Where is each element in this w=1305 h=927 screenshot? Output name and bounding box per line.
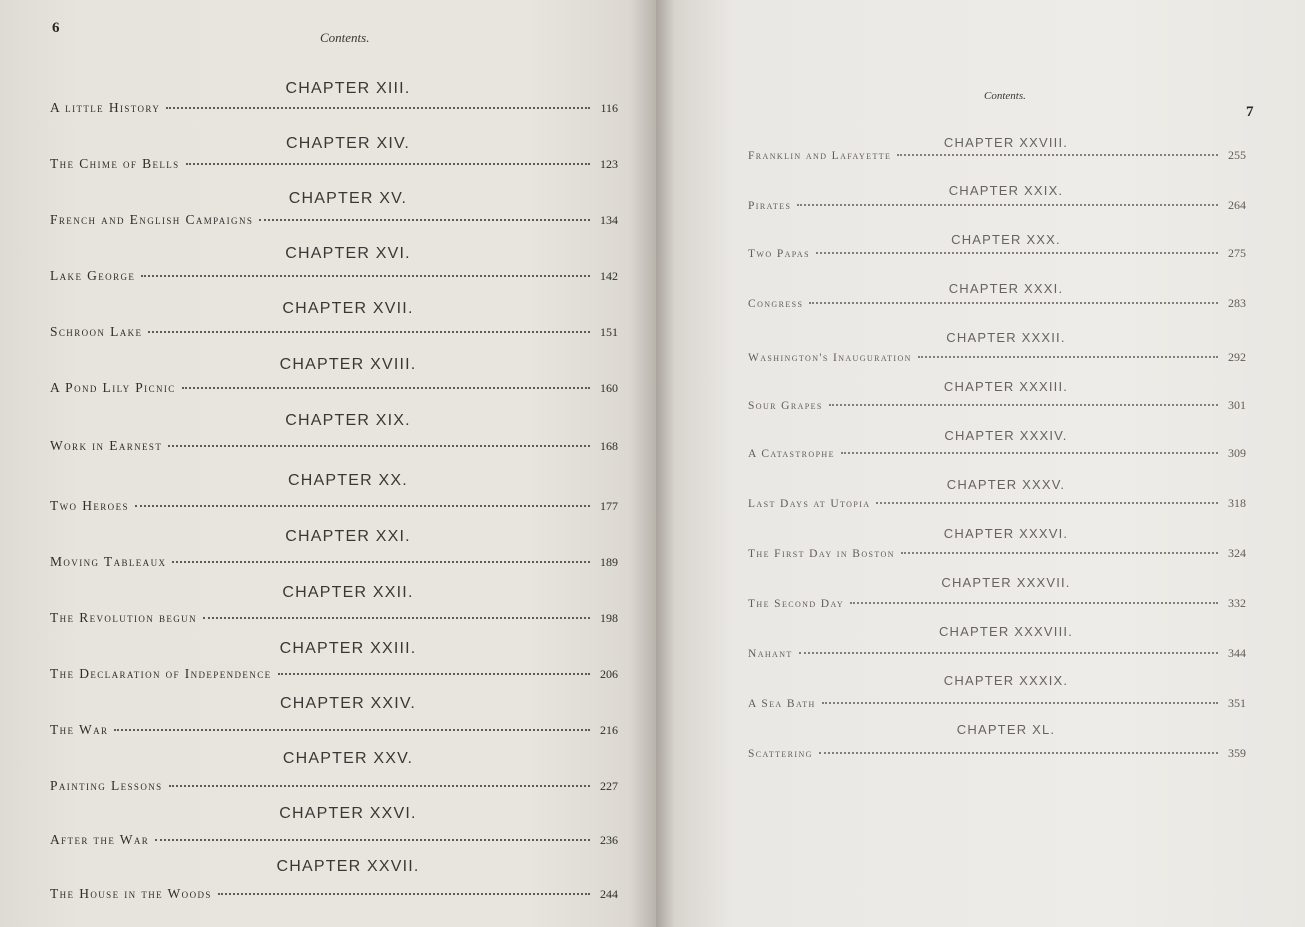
chapter-heading: CHAPTER XXIII. [279,640,417,657]
chapter-heading: CHAPTER XXIV. [280,695,416,712]
chapter-heading: CHAPTER XXVIII. [943,135,1069,150]
dot-leader [172,561,590,563]
dot-leader [155,839,590,841]
chapter-page-number: 151 [600,325,618,339]
toc-entry [748,696,1246,711]
chapter-heading: CHAPTER XVI. [285,245,411,262]
dot-leader [797,204,1218,206]
chapter-heading: CHAPTER XXVII. [276,858,420,875]
dot-leader [829,404,1218,406]
chapter-page-number: 344 [1228,646,1246,660]
toc-entry [50,554,618,570]
chapter-title: Work in Earnest [50,438,163,453]
dot-leader [841,452,1218,454]
toc-entry [748,646,1246,661]
chapter-heading: CHAPTER XXXIV. [944,428,1068,443]
dot-leader [822,702,1218,704]
chapter-heading: CHAPTER XXXII. [946,330,1066,345]
chapter-title: The Revolution begun [50,610,197,625]
chapter-title: French and English Campaigns [50,212,254,227]
toc-entry [748,596,1246,611]
running-head: Contents. [320,30,370,45]
dot-leader [135,505,590,507]
chapter-title: A Pond Lily Picnic [50,380,176,395]
chapter-title: The Declaration of Independence [50,666,272,681]
chapter-heading: CHAPTER XXXV. [946,477,1066,492]
dot-leader [278,673,590,675]
chapter-page-number: 301 [1228,398,1246,412]
running-head: Contents. [984,90,1026,102]
chapter-heading: CHAPTER XVIII. [279,356,417,373]
chapter-page-number: 264 [1228,198,1246,212]
chapter-page-number: 309 [1228,446,1246,460]
chapter-heading: CHAPTER XXV. [282,750,414,767]
toc-entry [50,722,618,738]
chapter-title: Nahant [748,648,793,660]
toc-entry [50,100,618,116]
chapter-page-number: 255 [1228,148,1246,162]
toc-entry [50,498,618,514]
chapter-title: Sour Grapes [748,400,823,412]
toc-entry [748,246,1246,261]
chapter-title: Schroon Lake [50,324,143,339]
dot-leader [218,893,590,895]
dot-leader [897,154,1218,156]
chapter-page-number: 244 [600,887,618,901]
chapter-heading: CHAPTER XXXIII. [943,379,1069,394]
toc-entry [50,886,618,902]
chapter-title: Washington's Inauguration [748,352,912,364]
chapter-heading: CHAPTER XXII. [282,584,414,601]
dot-leader [169,785,590,787]
chapter-title: The Second Day [748,598,845,610]
chapter-title: The War [50,722,109,737]
page-number: 7 [1246,104,1254,120]
chapter-heading: CHAPTER XXIX. [948,183,1064,198]
chapter-page-number: 168 [600,439,618,453]
dot-leader [114,729,590,731]
chapter-page-number: 206 [600,667,618,681]
chapter-heading: CHAPTER XXXIX. [943,673,1069,688]
dot-leader [819,752,1218,754]
chapter-page-number: 332 [1228,596,1246,610]
chapter-heading: CHAPTER XIV. [285,135,411,152]
toc-entry [50,212,618,228]
dot-leader [168,445,590,447]
toc-entry [748,446,1246,461]
toc-entry [748,198,1246,213]
chapter-heading: CHAPTER XXXVII. [941,575,1071,590]
chapter-page-number: 134 [600,213,618,227]
chapter-title: The First Day in Boston [748,548,895,560]
dot-leader [809,302,1218,304]
chapter-title: Last Days at Utopia [748,498,871,510]
dot-leader [203,617,590,619]
chapter-page-number: 216 [600,723,618,737]
chapter-title: Scattering [748,748,813,760]
chapter-title: Two Heroes [50,498,129,513]
chapter-heading: CHAPTER XXXI. [948,281,1064,296]
toc-entry [748,148,1246,163]
chapter-page-number: 123 [600,157,618,171]
chapter-title: Painting Lessons [50,778,163,793]
dot-leader [186,163,590,165]
chapter-title: Moving Tableaux [50,554,167,569]
chapter-page-number: 227 [600,779,618,793]
page-number: 6 [52,20,60,36]
chapter-heading: CHAPTER XXXVI. [943,526,1069,541]
chapter-page-number: 177 [600,499,618,513]
chapter-heading: CHAPTER XL. [956,722,1056,737]
chapter-heading: CHAPTER XV. [288,190,408,207]
toc-entry [748,496,1246,511]
toc-entry [748,350,1246,365]
toc-entry [50,268,618,284]
dot-leader [148,331,590,333]
chapter-heading: CHAPTER XIX. [285,412,411,429]
toc-entry [748,296,1246,311]
toc-entry [50,666,618,682]
chapter-heading: CHAPTER XIII. [285,80,411,97]
dot-leader [182,387,590,389]
chapter-page-number: 324 [1228,546,1246,560]
dot-leader [901,552,1218,554]
chapter-title: A little History [50,100,161,115]
chapter-page-number: 198 [600,611,618,625]
chapter-title: A Sea Bath [748,698,816,710]
toc-entry [50,438,618,454]
chapter-page-number: 142 [600,269,618,283]
chapter-heading: CHAPTER XX. [288,472,408,489]
chapter-heading: CHAPTER XXVI. [279,805,417,822]
toc-entry [748,546,1246,561]
chapter-page-number: 116 [600,101,618,115]
dot-leader [850,602,1218,604]
dot-leader [876,502,1218,504]
chapter-title: The House in the Woods [50,886,212,901]
toc-entry [50,832,618,848]
chapter-page-number: 359 [1228,746,1246,760]
chapter-title: Franklin and Lafayette [748,150,892,162]
chapter-title: A Catastrophe [748,448,835,460]
chapter-heading: CHAPTER XXX. [951,232,1061,247]
toc-entry [50,156,618,172]
toc-entry [50,380,618,396]
dot-leader [166,107,590,109]
toc-entry [50,610,618,626]
chapter-heading: CHAPTER XVII. [282,300,414,317]
chapter-heading: CHAPTER XXXVIII. [938,624,1074,639]
chapter-title: Congress [748,298,804,310]
dot-leader [816,252,1218,254]
chapter-page-number: 351 [1228,696,1246,710]
toc-entry [748,398,1246,413]
toc-entry [748,746,1246,761]
chapter-page-number: 236 [600,833,618,847]
chapter-page-number: 318 [1228,496,1246,510]
dot-leader [259,219,590,221]
chapter-heading: CHAPTER XXI. [285,528,411,545]
chapter-title: Pirates [748,200,792,212]
chapter-page-number: 275 [1228,246,1246,260]
chapter-page-number: 160 [600,381,618,395]
chapter-page-number: 189 [600,555,618,569]
dot-leader [918,356,1218,358]
chapter-title: Lake George [50,268,136,283]
dot-leader [799,652,1218,654]
chapter-page-number: 292 [1228,350,1246,364]
right-page [656,0,1305,927]
toc-entry [50,324,618,340]
toc-entry [50,778,618,794]
chapter-page-number: 283 [1228,296,1246,310]
chapter-title: Two Papas [748,248,810,260]
chapter-title: After the War [50,832,150,847]
dot-leader [141,275,590,277]
chapter-title: The Chime of Bells [50,156,180,171]
